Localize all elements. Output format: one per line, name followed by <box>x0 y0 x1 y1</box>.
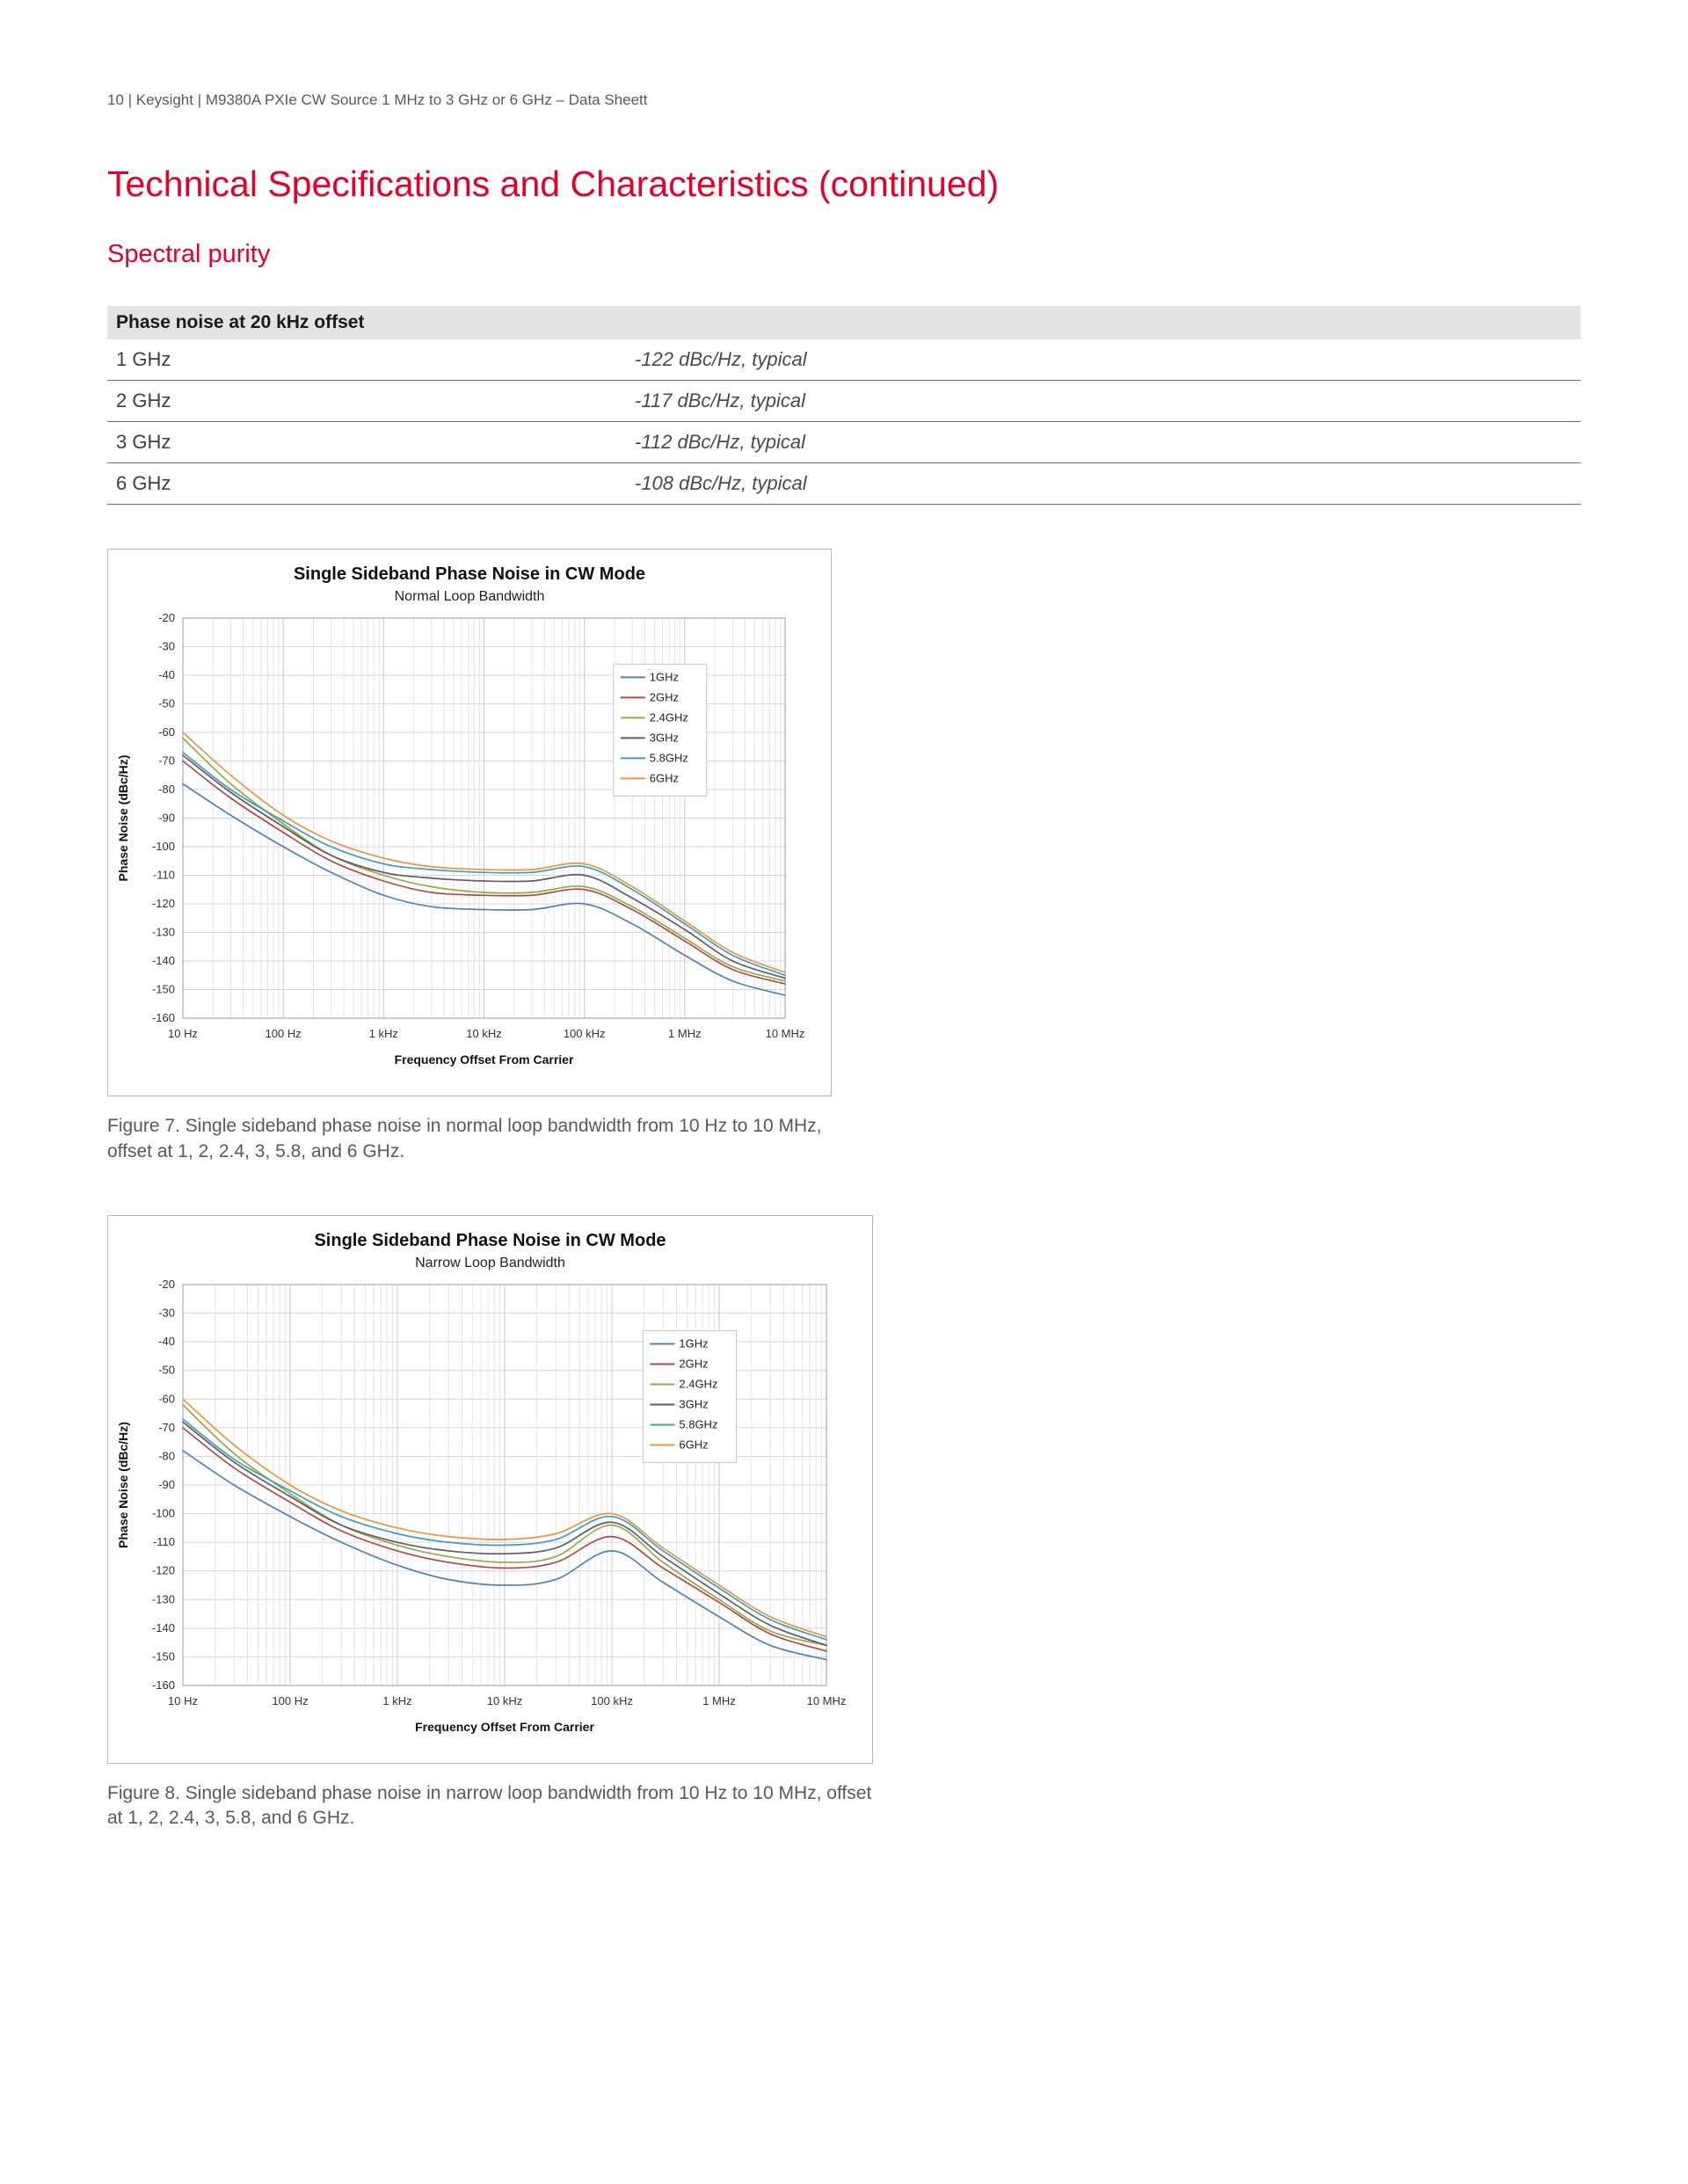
svg-text:-110: -110 <box>152 1535 175 1549</box>
svg-text:10 MHz: 10 MHz <box>806 1694 847 1708</box>
figure7-caption: Figure 7. Single sideband phase noise in normal loop bandwidth from 10 Hz to 10 MHz, offset at 1, 2, 2.4, 3, 5.8, and 6 GHz. <box>107 1116 822 1161</box>
svg-text:-90: -90 <box>158 1478 175 1492</box>
svg-text:-20: -20 <box>158 1278 175 1292</box>
svg-text:-90: -90 <box>158 811 175 825</box>
svg-text:-80: -80 <box>158 1449 175 1463</box>
svg-text:Frequency Offset From Carrier: Frequency Offset From Carrier <box>394 1052 574 1067</box>
svg-text:-60: -60 <box>158 725 175 739</box>
table-row <box>107 422 1581 463</box>
svg-text:5.8GHz: 5.8GHz <box>679 1417 718 1431</box>
svg-text:10 MHz: 10 MHz <box>765 1027 805 1041</box>
svg-text:100 Hz: 100 Hz <box>265 1027 302 1041</box>
svg-text:-120: -120 <box>151 1563 175 1577</box>
row-label: 3 GHz <box>116 431 171 454</box>
svg-text:1 MHz: 1 MHz <box>668 1027 702 1041</box>
svg-text:-160: -160 <box>151 1011 175 1025</box>
svg-text:2.4GHz: 2.4GHz <box>649 710 688 724</box>
svg-text:-20: -20 <box>158 611 175 625</box>
page-title: Technical Specifications and Characteristics (continued) <box>107 164 1000 205</box>
svg-text:Single Sideband Phase Noise in: Single Sideband Phase Noise in CW Mode <box>293 564 646 585</box>
svg-text:-150: -150 <box>151 982 175 996</box>
svg-text:-30: -30 <box>158 1306 175 1320</box>
svg-text:2GHz: 2GHz <box>679 1357 709 1371</box>
svg-text:-110: -110 <box>152 868 175 882</box>
svg-text:1 MHz: 1 MHz <box>702 1694 736 1708</box>
svg-text:5.8GHz: 5.8GHz <box>649 751 688 765</box>
svg-text:100 kHz: 100 kHz <box>591 1694 633 1708</box>
svg-text:-30: -30 <box>158 639 175 653</box>
svg-text:3GHz: 3GHz <box>649 731 680 745</box>
svg-text:6GHz: 6GHz <box>679 1438 709 1452</box>
svg-text:-100: -100 <box>151 840 175 854</box>
row-value: -117 dBc/Hz, typical <box>635 389 806 412</box>
svg-text:10 kHz: 10 kHz <box>466 1027 502 1041</box>
row-value: -122 dBc/Hz, typical <box>635 348 807 371</box>
svg-text:Single Sideband Phase Noise in: Single Sideband Phase Noise in CW Mode <box>314 1231 666 1251</box>
svg-text:-130: -130 <box>151 925 175 939</box>
svg-text:100 Hz: 100 Hz <box>272 1694 309 1708</box>
phase-noise-chart-narrow-loop <box>108 1216 872 1763</box>
table-header: Phase noise at 20 kHz offset <box>107 306 1581 339</box>
row-label: 6 GHz <box>116 472 171 495</box>
row-label: 1 GHz <box>116 348 171 371</box>
figure8-chart-box <box>107 1215 873 1764</box>
svg-text:-150: -150 <box>151 1649 175 1663</box>
svg-text:2GHz: 2GHz <box>649 690 680 704</box>
svg-text:Normal Loop Bandwidth: Normal Loop Bandwidth <box>394 589 545 605</box>
svg-text:2.4GHz: 2.4GHz <box>679 1377 718 1391</box>
svg-text:10 kHz: 10 kHz <box>486 1694 523 1708</box>
table-row <box>107 463 1581 505</box>
phase-noise-chart-normal-loop <box>108 550 831 1096</box>
row-label: 2 GHz <box>116 389 171 412</box>
svg-text:-40: -40 <box>158 668 175 682</box>
svg-text:1 kHz: 1 kHz <box>382 1694 412 1708</box>
svg-text:1 kHz: 1 kHz <box>368 1027 398 1041</box>
figure8-caption: Figure 8. Single sideband phase noise in narrow loop bandwidth from 10 Hz to 10 MHz, offset at 1, 2, 2.4, 3, 5.8, and 6 GHz. <box>107 1783 872 1829</box>
svg-text:10 Hz: 10 Hz <box>168 1694 198 1708</box>
row-value: -112 dBc/Hz, typical <box>635 431 806 454</box>
svg-text:6GHz: 6GHz <box>649 771 680 785</box>
table-row <box>107 381 1581 422</box>
figure7-chart-box <box>107 549 832 1096</box>
row-value: -108 dBc/Hz, typical <box>635 472 807 495</box>
svg-text:Phase Noise (dBc/Hz): Phase Noise (dBc/Hz) <box>116 754 130 882</box>
svg-text:-40: -40 <box>158 1335 175 1349</box>
svg-text:-140: -140 <box>151 1620 175 1634</box>
svg-text:3GHz: 3GHz <box>679 1397 709 1411</box>
svg-text:-70: -70 <box>158 1420 175 1434</box>
svg-text:-100: -100 <box>151 1506 175 1520</box>
svg-text:-60: -60 <box>158 1392 175 1406</box>
svg-text:-160: -160 <box>151 1678 175 1693</box>
section-title: Spectral purity <box>107 239 271 268</box>
svg-text:1GHz: 1GHz <box>679 1336 709 1350</box>
svg-text:Narrow Loop Bandwidth: Narrow Loop Bandwidth <box>415 1256 565 1271</box>
svg-text:-120: -120 <box>151 897 175 911</box>
svg-text:1GHz: 1GHz <box>649 670 680 684</box>
table-row <box>107 339 1581 381</box>
svg-text:10 Hz: 10 Hz <box>168 1027 198 1041</box>
svg-text:Phase Noise (dBc/Hz): Phase Noise (dBc/Hz) <box>116 1422 130 1548</box>
svg-text:-70: -70 <box>158 753 175 768</box>
svg-text:-50: -50 <box>158 696 175 710</box>
page-header: 10 | Keysight | M9380A PXIe CW Source 1 MHz to 3 GHz or 6 GHz – Data Sheett <box>107 91 648 108</box>
svg-text:-130: -130 <box>151 1592 175 1606</box>
phase-noise-table <box>107 306 1581 505</box>
svg-text:100 kHz: 100 kHz <box>563 1027 606 1041</box>
svg-text:-140: -140 <box>151 954 175 968</box>
svg-text:-50: -50 <box>158 1363 175 1377</box>
svg-text:-80: -80 <box>158 783 175 797</box>
svg-text:Frequency Offset From Carrier: Frequency Offset From Carrier <box>415 1720 594 1735</box>
